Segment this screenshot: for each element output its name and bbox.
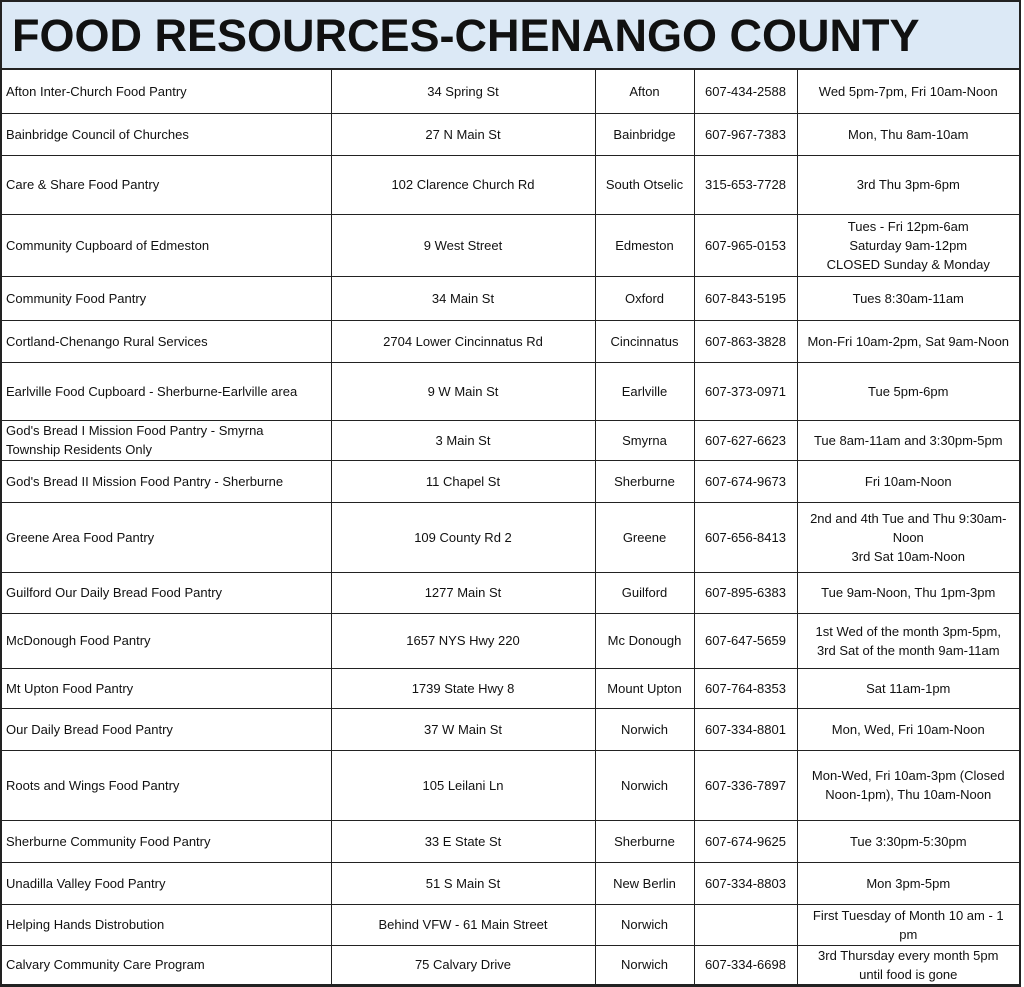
pantry-name-cell: Our Daily Bread Food Pantry: [2, 708, 331, 750]
phone-cell: 607-373-0971: [694, 362, 797, 420]
phone-cell: 607-434-2588: [694, 70, 797, 113]
hours-cell: Sat 11am-1pm: [797, 668, 1019, 708]
pantry-name-cell: God's Bread II Mission Food Pantry - Sherburne: [2, 460, 331, 502]
address-cell: 37 W Main St: [331, 708, 595, 750]
phone-cell: 607-843-5195: [694, 276, 797, 320]
phone-cell: 607-336-7897: [694, 750, 797, 820]
town-cell: Mount Upton: [595, 668, 694, 708]
town-cell: Sherburne: [595, 820, 694, 862]
table-row: [2, 276, 1019, 320]
phone-cell: 607-967-7383: [694, 113, 797, 155]
hours-cell: 3rd Thursday every month 5pm until food is gone: [797, 945, 1019, 984]
town-cell: Bainbridge: [595, 113, 694, 155]
pantry-name-cell: Cortland-Chenango Rural Services: [2, 320, 331, 362]
phone-cell: 607-965-0153: [694, 214, 797, 276]
table-row: [2, 820, 1019, 862]
town-cell: New Berlin: [595, 862, 694, 904]
pantry-name-cell: Mt Upton Food Pantry: [2, 668, 331, 708]
address-cell: 33 E State St: [331, 820, 595, 862]
table-row: [2, 362, 1019, 420]
phone-cell: 607-627-6623: [694, 420, 797, 460]
phone-cell: 607-863-3828: [694, 320, 797, 362]
phone-cell: 607-334-6698: [694, 945, 797, 984]
table-row: [2, 613, 1019, 668]
address-cell: 34 Spring St: [331, 70, 595, 113]
table-row: [2, 70, 1019, 113]
hours-cell: 2nd and 4th Tue and Thu 9:30am- Noon 3rd Sat 10am-Noon: [797, 502, 1019, 572]
hours-cell: Mon, Thu 8am-10am: [797, 113, 1019, 155]
pantry-name-cell: Sherburne Community Food Pantry: [2, 820, 331, 862]
hours-cell: First Tuesday of Month 10 am - 1 pm: [797, 904, 1019, 945]
town-cell: Sherburne: [595, 460, 694, 502]
table-row: [2, 668, 1019, 708]
table-row: [2, 502, 1019, 572]
pantry-name-cell: McDonough Food Pantry: [2, 613, 331, 668]
hours-cell: Tue 8am-11am and 3:30pm-5pm: [797, 420, 1019, 460]
table-row: [2, 113, 1019, 155]
town-cell: Cincinnatus: [595, 320, 694, 362]
town-cell: Norwich: [595, 904, 694, 945]
address-cell: 102 Clarence Church Rd: [331, 155, 595, 214]
phone-cell: 607-334-8801: [694, 708, 797, 750]
hours-cell: Tue 3:30pm-5:30pm: [797, 820, 1019, 862]
phone-cell: 607-764-8353: [694, 668, 797, 708]
pantry-name-cell: Roots and Wings Food Pantry: [2, 750, 331, 820]
town-cell: Norwich: [595, 945, 694, 984]
address-cell: Behind VFW - 61 Main Street: [331, 904, 595, 945]
phone-cell: 607-895-6383: [694, 572, 797, 613]
phone-cell: 607-674-9673: [694, 460, 797, 502]
table-row: [2, 320, 1019, 362]
address-cell: 51 S Main St: [331, 862, 595, 904]
hours-cell: Tue 9am-Noon, Thu 1pm-3pm: [797, 572, 1019, 613]
address-cell: 34 Main St: [331, 276, 595, 320]
town-cell: Afton: [595, 70, 694, 113]
pantry-name-cell: Earlville Food Cupboard - Sherburne-Earlville area: [2, 362, 331, 420]
address-cell: 9 West Street: [331, 214, 595, 276]
hours-cell: Mon, Wed, Fri 10am-Noon: [797, 708, 1019, 750]
hours-cell: 3rd Thu 3pm-6pm: [797, 155, 1019, 214]
pantry-name-cell: Community Cupboard of Edmeston: [2, 214, 331, 276]
town-cell: South Otselic: [595, 155, 694, 214]
town-cell: Mc Donough: [595, 613, 694, 668]
pantry-name-cell: Unadilla Valley Food Pantry: [2, 862, 331, 904]
town-cell: Greene: [595, 502, 694, 572]
table-row: [2, 708, 1019, 750]
hours-cell: Mon-Wed, Fri 10am-3pm (Closed Noon-1pm), Thu 10am-Noon: [797, 750, 1019, 820]
address-cell: 105 Leilani Ln: [331, 750, 595, 820]
table-row: [2, 945, 1019, 984]
phone-cell: 607-334-8803: [694, 862, 797, 904]
pantry-name-cell: God's Bread I Mission Food Pantry - Smyrna Township Residents Only: [2, 420, 331, 460]
page-title: FOOD RESOURCES-CHENANGO COUNTY: [2, 2, 1019, 70]
town-cell: Norwich: [595, 708, 694, 750]
table-row: [2, 214, 1019, 276]
table-row: [2, 904, 1019, 945]
address-cell: 9 W Main St: [331, 362, 595, 420]
table-row: [2, 420, 1019, 460]
phone-cell: 607-656-8413: [694, 502, 797, 572]
hours-cell: 1st Wed of the month 3pm-5pm, 3rd Sat of the month 9am-11am: [797, 613, 1019, 668]
table-row: [2, 862, 1019, 904]
phone-cell: 315-653-7728: [694, 155, 797, 214]
address-cell: 75 Calvary Drive: [331, 945, 595, 984]
pantry-name-cell: Care & Share Food Pantry: [2, 155, 331, 214]
phone-cell: 607-647-5659: [694, 613, 797, 668]
hours-cell: Wed 5pm-7pm, Fri 10am-Noon: [797, 70, 1019, 113]
pantry-name-cell: Greene Area Food Pantry: [2, 502, 331, 572]
resources-table: [2, 70, 1019, 985]
town-cell: Guilford: [595, 572, 694, 613]
hours-cell: Tue 5pm-6pm: [797, 362, 1019, 420]
pantry-name-cell: Calvary Community Care Program: [2, 945, 331, 984]
address-cell: 11 Chapel St: [331, 460, 595, 502]
pantry-name-cell: Afton Inter-Church Food Pantry: [2, 70, 331, 113]
phone-cell: [694, 904, 797, 945]
address-cell: 1657 NYS Hwy 220: [331, 613, 595, 668]
town-cell: Smyrna: [595, 420, 694, 460]
pantry-name-cell: Community Food Pantry: [2, 276, 331, 320]
pantry-name-cell: Bainbridge Council of Churches: [2, 113, 331, 155]
hours-cell: Mon-Fri 10am-2pm, Sat 9am-Noon: [797, 320, 1019, 362]
address-cell: 27 N Main St: [331, 113, 595, 155]
hours-cell: Fri 10am-Noon: [797, 460, 1019, 502]
address-cell: 2704 Lower Cincinnatus Rd: [331, 320, 595, 362]
pantry-name-cell: Helping Hands Distrobution: [2, 904, 331, 945]
town-cell: Earlville: [595, 362, 694, 420]
table-row: [2, 460, 1019, 502]
table-row: [2, 750, 1019, 820]
table-row: [2, 155, 1019, 214]
pantry-name-cell: Guilford Our Daily Bread Food Pantry: [2, 572, 331, 613]
hours-cell: Mon 3pm-5pm: [797, 862, 1019, 904]
phone-cell: 607-674-9625: [694, 820, 797, 862]
hours-cell: Tues - Fri 12pm-6am Saturday 9am-12pm CLOSED Sunday & Monday: [797, 214, 1019, 276]
table-row: [2, 572, 1019, 613]
address-cell: 1277 Main St: [331, 572, 595, 613]
town-cell: Oxford: [595, 276, 694, 320]
address-cell: 1739 State Hwy 8: [331, 668, 595, 708]
town-cell: Edmeston: [595, 214, 694, 276]
address-cell: 109 County Rd 2: [331, 502, 595, 572]
hours-cell: Tues 8:30am-11am: [797, 276, 1019, 320]
town-cell: Norwich: [595, 750, 694, 820]
address-cell: 3 Main St: [331, 420, 595, 460]
